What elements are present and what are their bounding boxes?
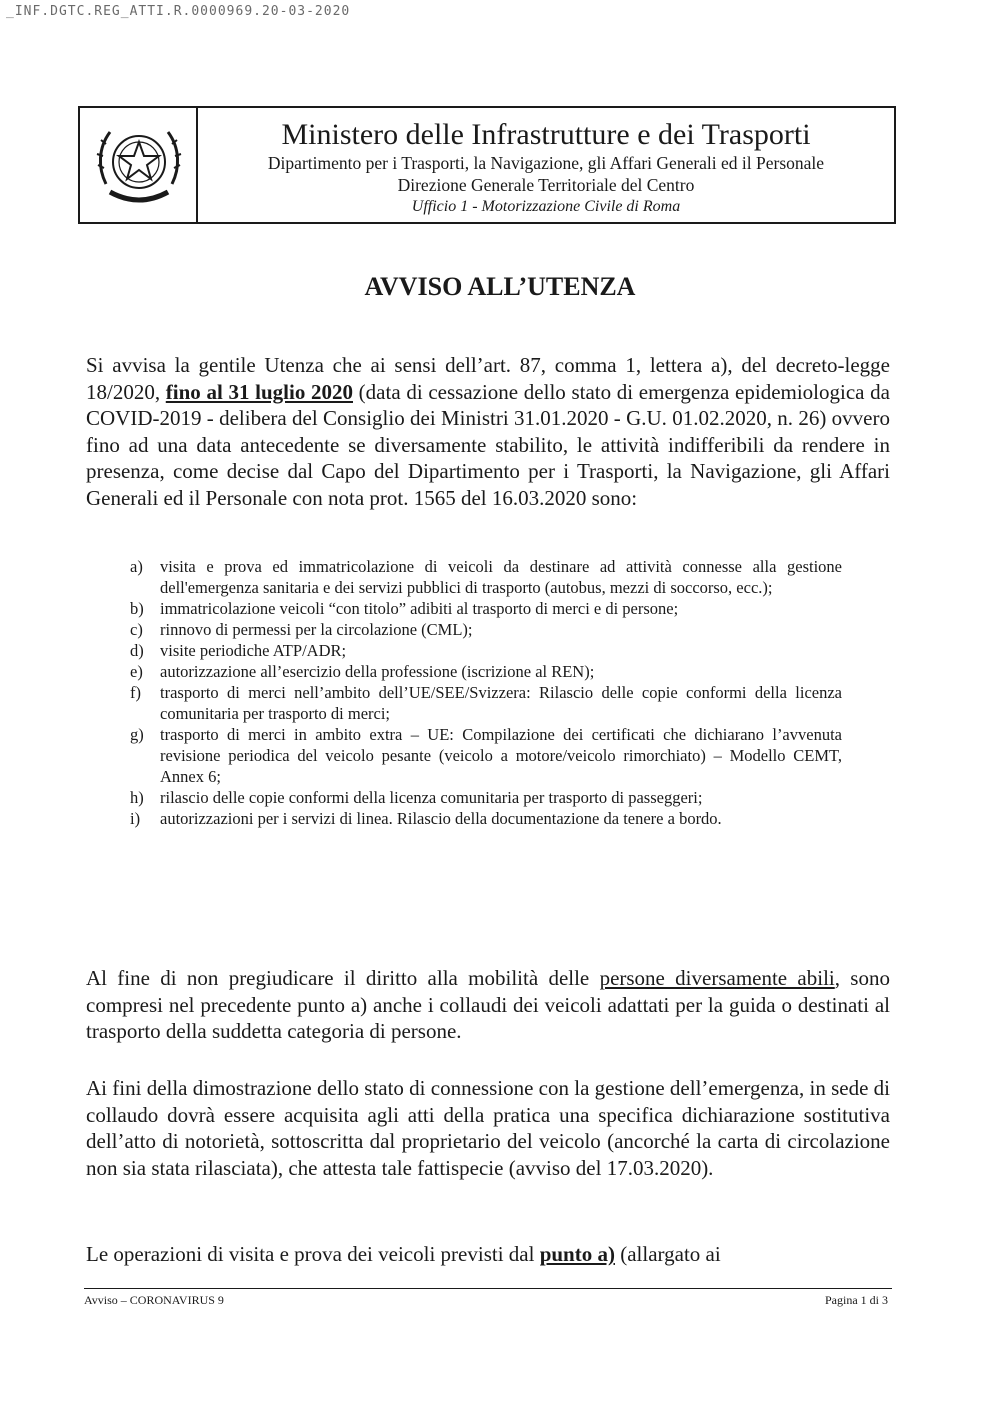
operations-paragraph: [86, 1241, 890, 1268]
letterhead: [78, 106, 896, 224]
footer-divider: [84, 1288, 892, 1289]
list-item: [130, 640, 842, 661]
list-item-text: trasporto di merci in ambito extra – UE: Compilazione dei certificati che dichiarano l’avvenuta revisione periodica del veicolo pesante (veicolo a motore/veicolo rimorchiato) – Modello CEMT, Annex 6;: [160, 725, 842, 786]
list-item-text: visita e prova ed immatricolazione di veicoli da destinare ad attività connesse alla gestione dell'emergenza sanitaria e dei servizi pubblici di trasporto (autobus, mezzi di soccorso, ecc.);: [160, 557, 842, 597]
mobility-paragraph: [86, 965, 890, 1045]
list-item-letter: d): [130, 641, 144, 660]
list-item-text: autorizzazioni per i servizi di linea. Rilascio della documentazione da tenere a bordo.: [160, 809, 722, 828]
list-item-text: rilascio delle copie conformi della licenza comunitaria per trasporto di passeggeri;: [160, 788, 703, 807]
list-item: [130, 556, 842, 598]
list-item-text: autorizzazione all’esercizio della professione (iscrizione al REN);: [160, 662, 595, 681]
activities-list: [130, 556, 842, 829]
list-item-text: rinnovo di permessi per la circolazione (CML);: [160, 620, 473, 639]
intro-text-start: Si avvisa la gentile Utenza che ai sensi dell’art. 87, comma 1, lettera a), del decreto-legge 18/2020,: [86, 353, 890, 404]
italian-republic-emblem-icon: [92, 118, 186, 210]
list-item: [130, 787, 842, 808]
point-a-highlight: punto a): [539, 1242, 615, 1266]
emblem-cell: [80, 108, 198, 222]
list-item-text: immatricolazione veicoli “con titolo” adibiti al trasporto di merci e di persone;: [160, 599, 679, 618]
list-item-text: visite periodiche ATP/ADR;: [160, 641, 347, 660]
ministry-name: Ministero delle Infrastrutture e dei Trasporti: [281, 118, 811, 151]
footer-document-name: Avviso – CORONAVIRUS 9: [84, 1293, 224, 1307]
letterhead-text: [198, 108, 894, 218]
list-item-letter: h): [130, 788, 144, 807]
protocol-stamp: _INF.DGTC.REG_ATTI.R.0000969.20-03-2020: [6, 4, 351, 19]
declaration-paragraph: Ai fini della dimostrazione dello stato di connessione con la gestione dell’emergenza, in sede di collaudo dovrà essere acquisita agli atti della pratica una specifica dichiarazione sostitutiva dell’atto di notorietà, sottoscritta dal proprietario del veicolo (ancorché la carta di circolazione non sia stata rilasciata), che attesta tale fattispecie (avviso del 17.03.2020).: [86, 1076, 890, 1180]
office-name: Ufficio 1 - Motorizzazione Civile di Roma: [411, 198, 681, 215]
list-item-letter: g): [130, 725, 144, 744]
list-item-text: trasporto di merci nell’ambito dell’UE/SEE/Svizzera: Rilascio delle copie conformi della licenza comunitaria per trasporto di merci;: [160, 683, 842, 723]
mobility-text-start: Al fine di non pregiudicare il diritto alla mobilità delle: [86, 966, 600, 990]
list-item: [130, 682, 842, 724]
list-item: [130, 619, 842, 640]
disabled-persons-highlight: persone diversamente abili: [599, 966, 835, 990]
list-item-letter: b): [130, 599, 144, 618]
list-item: [130, 661, 842, 682]
list-item-letter: f): [130, 683, 141, 702]
operations-text-end: (allargato ai: [614, 1242, 721, 1266]
list-item: [130, 598, 842, 619]
mobility-text-end: , sono compresi nel precedente punto a) anche i collaudi dei veicoli adattati per la guida o destinati al trasporto della suddetta categoria di persone.: [86, 966, 890, 1043]
department-name: Dipartimento per i Trasporti, la Navigazione, gli Affari Generali ed il Personale: [267, 153, 825, 173]
list-item-letter: a): [130, 557, 143, 576]
operations-text-start: Le operazioni di visita e prova dei veicoli previsti dal: [86, 1242, 540, 1266]
deadline-highlight: fino al 31 luglio 2020: [165, 379, 353, 404]
list-item-letter: i): [130, 809, 141, 828]
direction-name: Direzione Generale Territoriale del Centro: [397, 175, 695, 195]
intro-text-end: (data di cessazione dello stato di emergenza epidemiologica da COVID-2019 - delibera del Consiglio dei Ministri 31.01.2020 - G.U. 01.02.2020, n. 26) ovvero fino ad una data antecedente se diversamente stabilito, le attività indifferibili da rendere in presenza, come decise dal Capo del Dipartimento per i Trasporti, la Navigazione, gli Affari Generali ed il Personale con nota prot. 1565 del 16.03.2020 sono:: [86, 379, 890, 510]
list-item-letter: e): [130, 662, 143, 681]
list-item: [130, 724, 842, 787]
list-item: [130, 808, 842, 829]
footer-page-number: Pagina 1 di 3: [825, 1293, 888, 1307]
intro-paragraph: [86, 352, 890, 511]
page-title: AVVISO ALL’UTENZA: [364, 272, 636, 301]
list-item-letter: c): [130, 620, 143, 639]
